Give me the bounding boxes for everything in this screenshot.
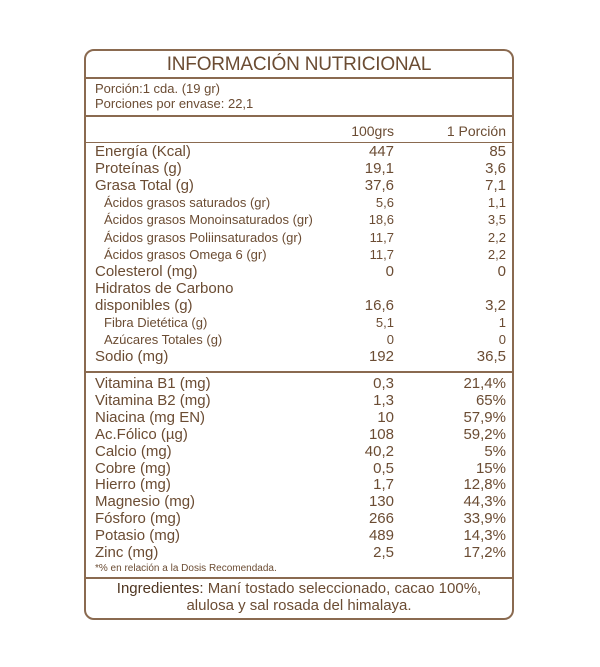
row-value-100g: 266 [368, 510, 394, 528]
table-row [86, 331, 512, 348]
row-label: Ácidos grasos saturados (gr) [104, 195, 271, 211]
row-label: Energía (Kcal) [95, 143, 191, 160]
row-label: Proteínas (g) [95, 160, 182, 178]
row-label: Magnesio (mg) [95, 493, 196, 511]
row-label: Fibra Dietética (g) [104, 315, 208, 330]
row-value-100g: 19,1 [364, 160, 394, 178]
divider [86, 371, 512, 373]
row-label: Ac.Fólico (µg) [95, 425, 188, 443]
row-value-100g: 1,3 [373, 391, 394, 409]
row-value-portion: 3,5 [487, 212, 506, 228]
row-label: Sodio (mg) [95, 348, 169, 366]
row-label: Potasio (mg) [95, 527, 181, 545]
row-value-100g: 37,6 [364, 177, 394, 195]
row-label: Colesterol (mg) [95, 262, 198, 280]
table-row [86, 375, 512, 392]
table-row [86, 177, 512, 194]
table-row [86, 493, 512, 510]
row-value-portion: 85 [489, 143, 506, 160]
ingredients [86, 580, 512, 614]
row-value-100g: 16,6 [364, 296, 394, 314]
divider [86, 77, 512, 79]
nutrition-facts-panel [84, 49, 514, 620]
row-label: Vitamina B1 (mg) [95, 375, 211, 392]
row-label: Niacina (mg EN) [95, 408, 206, 426]
table-row [86, 510, 512, 527]
row-label: Grasa Total (g) [95, 177, 194, 195]
row-value-portion: 0 [498, 332, 506, 348]
table-row [86, 194, 512, 211]
row-value-portion: 3,2 [485, 296, 506, 314]
column-header-100g: 100grs [351, 123, 394, 139]
table-row [86, 314, 512, 331]
row-value-portion: 33,9% [463, 510, 506, 528]
row-value-100g: 5,6 [375, 195, 394, 211]
table-row [86, 143, 512, 160]
row-value-100g: 18,6 [368, 212, 394, 228]
row-value-100g: 130 [368, 493, 394, 511]
table-row [86, 211, 512, 228]
panel-title: INFORMACIÓN NUTRICIONAL [166, 54, 432, 75]
row-value-100g: 192 [368, 348, 394, 366]
row-label: Ácidos grasos Monoinsaturados (gr) [104, 212, 313, 228]
row-value-portion: 65% [475, 391, 506, 409]
ingredients-label: Ingredientes: [116, 580, 204, 597]
row-value-100g: 10 [377, 408, 394, 426]
row-value-portion: 59,2% [463, 425, 506, 443]
table-row [86, 443, 512, 460]
row-value-portion: 57,9% [463, 408, 506, 426]
portion-size: Porción:1 cda. (19 gr) [95, 81, 221, 96]
table-row [86, 280, 512, 297]
row-label: Vitamina B2 (mg) [95, 391, 211, 409]
ingredients-line-2: alulosa y sal rosada del himalaya. [186, 597, 412, 614]
row-value-portion: 36,5 [476, 348, 506, 366]
row-value-100g: 0,5 [373, 459, 394, 477]
row-value-portion: 2,2 [487, 246, 506, 262]
row-value-portion: 15% [475, 459, 506, 477]
table-row [86, 527, 512, 544]
row-value-100g: 40,2 [364, 442, 394, 460]
row-value-100g: 0 [385, 262, 394, 280]
row-value-100g: 5,1 [375, 315, 394, 330]
row-value-100g: 108 [368, 425, 394, 443]
row-value-100g: 489 [368, 527, 394, 545]
servings-per-container: Porciones por envase: 22,1 [95, 96, 254, 111]
row-value-portion: 1 [498, 315, 506, 330]
row-value-100g: 447 [368, 143, 394, 160]
row-value-portion: 5% [484, 442, 506, 460]
row-label: Calcio (mg) [95, 442, 172, 460]
ingredients-line-1: Maní tostado seleccionado, cacao 100%, [207, 580, 482, 597]
row-value-100g: 0 [386, 332, 394, 348]
table-row [86, 392, 512, 409]
table-row [86, 263, 512, 280]
row-label: disponibles (g) [95, 296, 193, 314]
footnote: *% en relación a la Dosis Recomendada. [95, 563, 277, 574]
divider [86, 577, 512, 579]
column-header-portion: 1 Porción [446, 123, 506, 139]
row-label: Zinc (mg) [95, 544, 159, 561]
row-value-portion: 17,2% [463, 544, 506, 561]
row-value-100g: 11,7 [369, 229, 394, 245]
row-value-portion: 21,4% [463, 375, 506, 392]
table-row [86, 426, 512, 443]
row-value-portion: 12,8% [463, 476, 506, 494]
table-row [86, 348, 512, 365]
row-value-portion: 2,2 [487, 229, 506, 245]
row-label: Hierro (mg) [95, 476, 171, 494]
table-row [86, 544, 512, 561]
table-row [86, 160, 512, 177]
table-row [86, 246, 512, 263]
table-row [86, 460, 512, 477]
row-value-100g: 1,7 [373, 476, 394, 494]
row-value-portion: 0 [497, 262, 506, 280]
row-label: Hidratos de Carbono [95, 279, 234, 297]
divider [86, 115, 512, 117]
table-row [86, 409, 512, 426]
row-value-portion: 44,3% [463, 493, 506, 511]
row-label: Azúcares Totales (g) [104, 332, 223, 348]
row-label: Ácidos grasos Omega 6 (gr) [104, 246, 267, 262]
row-value-portion: 7,1 [485, 177, 506, 195]
row-value-portion: 3,6 [485, 160, 506, 178]
row-label: Ácidos grasos Poliinsaturados (gr) [104, 229, 302, 245]
table-row [86, 297, 512, 314]
row-value-100g: 2,5 [373, 544, 394, 561]
row-label: Fósforo (mg) [95, 510, 181, 528]
row-value-100g: 11,7 [369, 246, 394, 262]
row-value-portion: 14,3% [463, 527, 506, 545]
row-value-portion: 1,1 [487, 195, 506, 211]
table-row [86, 476, 512, 493]
row-label: Cobre (mg) [95, 459, 171, 477]
row-value-100g: 0,3 [373, 375, 394, 392]
table-row [86, 229, 512, 246]
